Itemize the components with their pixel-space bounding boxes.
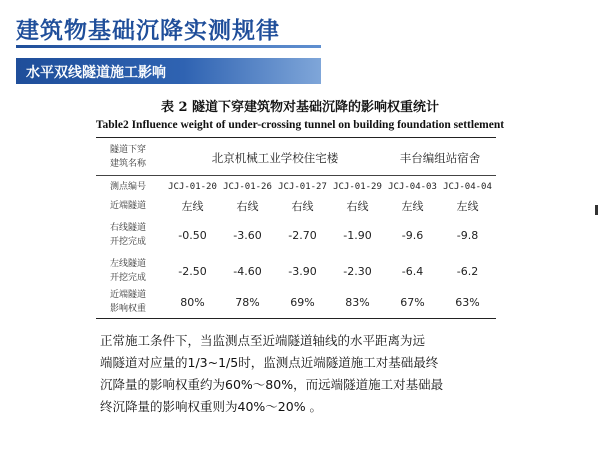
row-label-left-done-line-2: 开挖完成 bbox=[110, 273, 147, 283]
conclusion-line-4: 终沉降量的影响权重则为40%～20% 。 bbox=[100, 399, 323, 414]
right-done-cell: -2.70 bbox=[288, 228, 317, 242]
row-label-weight-line-2: 影响权重 bbox=[110, 304, 147, 314]
section-header-label: 水平双线隧道施工影响 bbox=[26, 65, 166, 81]
right-done-cell: -9.6 bbox=[401, 228, 424, 242]
weight-cell: 83% bbox=[345, 295, 370, 309]
corner-label-line-2: 建筑名称 bbox=[110, 159, 147, 169]
right-done-cell: -1.90 bbox=[343, 228, 372, 242]
left-done-cell: -6.2 bbox=[456, 264, 479, 278]
table-caption-chinese: 表 2 隧道下穿建筑物对基础沉降的影响权重统计 bbox=[160, 100, 440, 115]
near-tunnel-cell: 左线 bbox=[181, 200, 204, 213]
point-id-cell: JCJ-04-03 bbox=[388, 182, 437, 192]
conclusion-line-3: 沉降量的影响权重约为60%～80%，而远端隧道施工对基础最 bbox=[100, 377, 444, 392]
row-label-left-done-line-1: 左线隧道 bbox=[110, 259, 147, 269]
row-label-near-tunnel-text: 近端隧道 bbox=[110, 201, 147, 211]
table-caption-english: Table2 Influence weight of under-crossing tunnel on building foundation settlement bbox=[95, 119, 505, 131]
point-id-cell: JCJ-01-27 bbox=[278, 182, 327, 192]
row-label-weight-line-1: 近端隧道 bbox=[110, 290, 147, 300]
title-underline bbox=[16, 45, 321, 48]
weight-cell: 80% bbox=[180, 295, 205, 309]
weight-cell: 63% bbox=[455, 295, 480, 309]
right-done-cell: -0.50 bbox=[178, 228, 207, 242]
conclusion-line-1: 正常施工条件下，当监测点至近端隧道轴线的水平距离为远 bbox=[100, 333, 426, 348]
near-tunnel-cell: 左线 bbox=[456, 200, 479, 213]
table-header-rule bbox=[96, 175, 496, 176]
point-id-cell: JCJ-01-29 bbox=[333, 182, 382, 192]
row-label-right-done-line-1: 右线隧道 bbox=[110, 223, 147, 233]
weight-cell: 67% bbox=[400, 295, 425, 309]
edge-marker bbox=[595, 205, 598, 215]
row-label-right-done bbox=[110, 216, 146, 254]
left-done-cell: -2.30 bbox=[343, 264, 372, 278]
row-label-right-done-line-2: 开挖完成 bbox=[110, 237, 147, 247]
table-bottom-rule bbox=[96, 318, 496, 319]
left-done-cell: -3.90 bbox=[288, 264, 317, 278]
near-tunnel-cell: 右线 bbox=[291, 200, 314, 213]
row-label-left-done bbox=[110, 252, 146, 290]
right-done-cell: -9.8 bbox=[456, 228, 479, 242]
group-header-fengtai: 丰台编组站宿舍 bbox=[399, 151, 481, 165]
near-tunnel-cell: 右线 bbox=[346, 200, 369, 213]
point-id-cell: JCJ-01-20 bbox=[168, 182, 217, 192]
point-id-cell: JCJ-04-04 bbox=[443, 182, 492, 192]
conclusion-line-2: 端隧道对应量的1/3~1/5时，监测点近端隧道施工对基础最终 bbox=[100, 355, 439, 370]
near-tunnel-cell: 右线 bbox=[236, 200, 259, 213]
group-header-beijing: 北京机械工业学校住宅楼 bbox=[211, 151, 339, 165]
near-tunnel-cell: 左线 bbox=[401, 200, 424, 213]
corner-label-line-1: 隧道下穿 bbox=[110, 145, 147, 155]
left-done-cell: -4.60 bbox=[233, 264, 262, 278]
row-label-point-id-text: 测点编号 bbox=[110, 182, 147, 192]
corner-label bbox=[110, 140, 146, 174]
row-label-weight bbox=[110, 286, 146, 318]
left-done-cell: -6.4 bbox=[401, 264, 424, 278]
row-label-point-id bbox=[110, 177, 146, 197]
right-done-cell: -3.60 bbox=[233, 228, 262, 242]
section-header-bar bbox=[16, 58, 321, 84]
point-id-cell: JCJ-01-26 bbox=[223, 182, 272, 192]
slide-title: 建筑物基础沉降实测规律 bbox=[16, 18, 280, 44]
left-done-cell: -2.50 bbox=[178, 264, 207, 278]
weight-cell: 69% bbox=[290, 295, 315, 309]
row-label-near-tunnel bbox=[110, 196, 146, 216]
weight-cell: 78% bbox=[235, 295, 260, 309]
table-top-rule bbox=[96, 137, 496, 138]
conclusion-paragraph bbox=[100, 330, 518, 418]
